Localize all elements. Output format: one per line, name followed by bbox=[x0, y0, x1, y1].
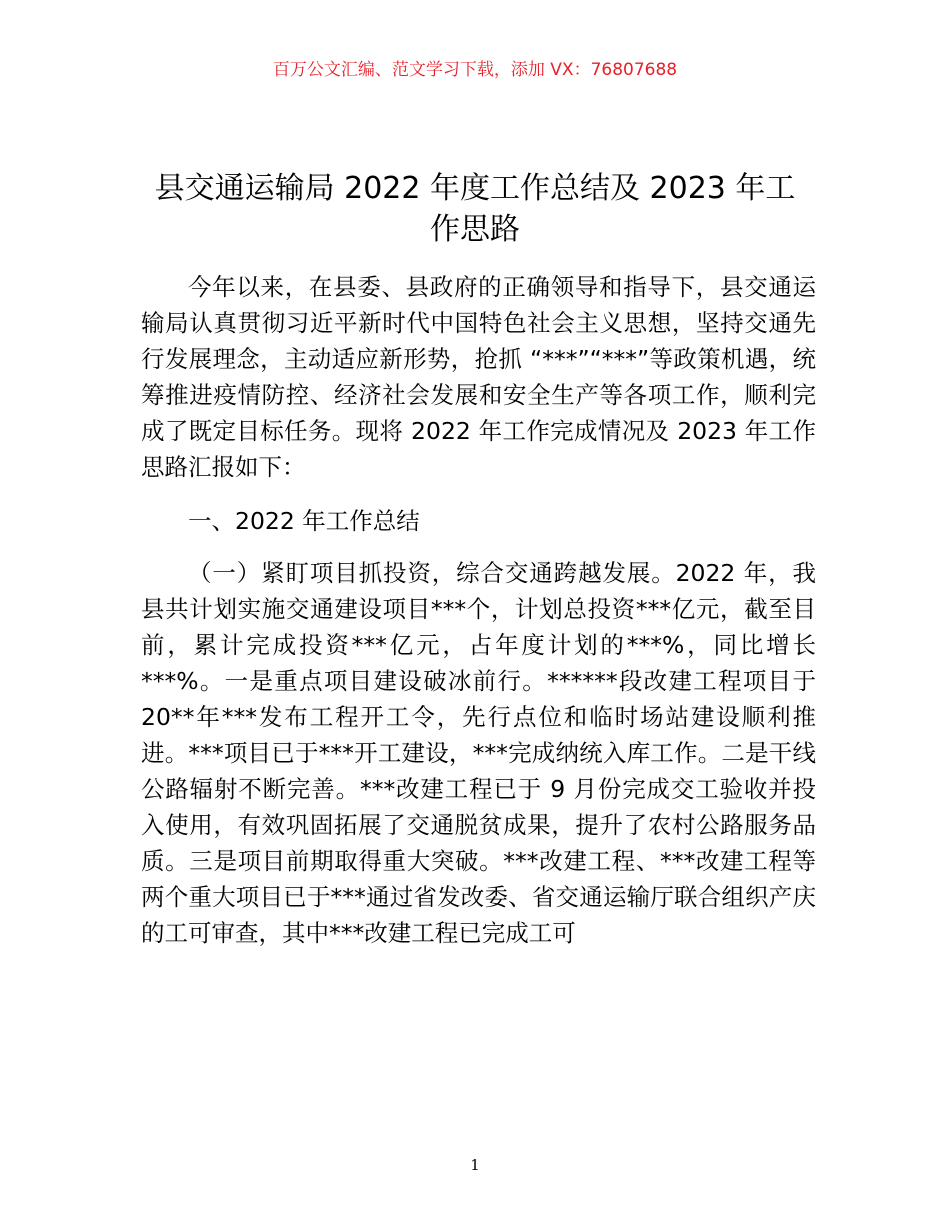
page-number: 1 bbox=[470, 1156, 480, 1174]
document-title: 县交通运输局 2022 年度工作总结及 2023 年工作思路 bbox=[154, 171, 796, 247]
section-paragraph: （一）紧盯项目抓投资，综合交通跨越发展。2022 年，我县共计划实施交通建设项目***个，计划总投资***亿元，截至目前，累计完成投资***亿元，占年度计划的***%，同比增长***%。一是重点项目建设破冰前行。******段改建工程项目于 20**年***发布工程开工令，先行点位和临时场站建设顺利推进。***项目已于***开工建设，***完成纳统入库工作。二是干线公路辐射不断完善。***改建工程已于 9 月份完成交工验收并投入使用，有效巩固拓展了交通脱贫成果，提升了农村公路服务品质。三是项目前期取得重大突破。***改建工程、***改建工程等两个重大项目已于***通过省发改委、省交通运输厅联合组织产庆的工可审查，其中***改建工程已完成工可 bbox=[141, 559, 816, 947]
intro-paragraph: 今年以来，在县委、县政府的正确领导和指导下，县交通运输局认真贯彻习近平新时代中国特色社会主义思想，坚持交通先行发展理念，主动适应新形势，抢抓 “***”“***”等政策机遇，统筹推进疫情防控、经济社会发展和安全生产等各项工作，顺利完成了既定目标任务。现将 2022 年工作完成情况及 2023 年工作思路汇报如下： bbox=[141, 273, 816, 481]
header-banner: 百万公文汇编、范文学习下载，添加 VX：76807688 bbox=[272, 60, 678, 80]
document-body bbox=[141, 269, 816, 951]
section-heading: 一、2022 年工作总结 bbox=[188, 507, 420, 535]
